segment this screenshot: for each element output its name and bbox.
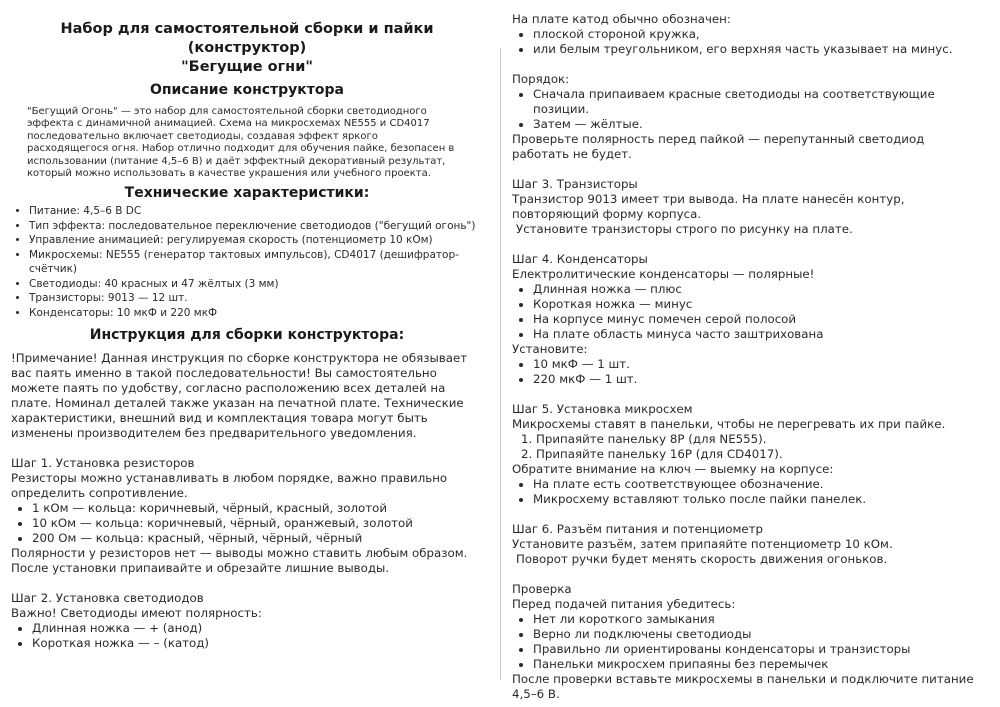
spec-item: • Тип эффекта: последовательное переключение светодиодов ("бегущий огонь"): [29, 219, 483, 234]
list-item: • На корпусе минус помечен серой полосой: [533, 312, 982, 327]
list-item: • 200 Ом — кольца: красный, чёрный, чёрный, чёрный: [32, 531, 483, 546]
step3-title: Шаг 3. Транзисторы: [512, 177, 638, 191]
list-item: • Длинная ножка — + (анод): [32, 621, 483, 636]
list-item: • 10 кОм — кольца: коричневый, чёрный, оранжевый, золотой: [32, 516, 483, 531]
list-item: • 10 мкФ — 1 шт.: [533, 357, 982, 372]
list-item: • Микросхему вставляют только после пайки панелек.: [533, 492, 982, 507]
order-label: Порядок:: [512, 72, 570, 86]
list-item: • Короткая ножка — минус: [533, 297, 982, 312]
final-instruction: После проверки вставьте микросхемы в панельки и подключите питание 4,5–6 В.: [512, 672, 974, 701]
step5-text: Микросхемы ставят в панельки, чтобы не перегревать их при пайке.: [512, 417, 946, 431]
list-item: 1. Припаяйте панельку 8P (для NE555).: [536, 432, 982, 447]
step2-text: Важно! Светодиоды имеют полярность:: [11, 606, 262, 621]
cathode-list: [512, 27, 982, 57]
step1-text: Резисторы можно устанавливать в любом порядке, важно правильно определить сопротивление.: [11, 471, 448, 501]
right-column: [512, 12, 982, 702]
spec-item: • Транзисторы: 9013 — 12 шт.: [29, 291, 483, 306]
spec-item: • Светодиоды: 40 красных и 47 жёлтых (3 мм): [29, 277, 483, 292]
key-text: Обратите внимание на ключ — выемку на корпусе:: [512, 462, 834, 476]
description-paragraph: "Бегущий Огонь" — это набор для самостоятельной сборки светодиодного эффекта с динамичной анимацией. Схема на микросхемах NE555 и CD4017 последовательно включает светодиоды, создавая эффект яркого расходящегося огня. Набор отлично подходит для обучения пайке, безопасен в использовании (питание 4,5–6 В) и даёт эффектный декоративный результат, который можно использовать в качестве украшения или учебного проекта.: [27, 106, 455, 180]
specs-heading: Технические характеристики:: [124, 185, 370, 202]
step1-after-2: После установки припаивайте и обрезайте лишние выводы.: [11, 561, 390, 576]
step6-title: Шаг 6. Разъём питания и потенциометр: [512, 522, 763, 536]
step5-title: Шаг 5. Установка микросхем: [512, 402, 693, 416]
spec-item: • Конденсаторы: 10 мкФ и 220 мкФ: [29, 306, 483, 321]
step4-text: Електролитические конденсаторы — полярные!: [512, 267, 815, 281]
step6-text: Установите разъём, затем припаяйте потенциометр 10 кОм.: [512, 537, 893, 551]
list-item: • Нет ли короткого замыкания: [533, 612, 982, 627]
spec-item: • Управление анимацией: регулируемая скорость (потенциометр 10 кОм): [29, 233, 483, 248]
step5-numbered-list: [512, 432, 982, 462]
list-item: • или белым треугольником, его верхняя часть указывает на минус.: [533, 42, 982, 57]
note-paragraph: !Примечание! Данная инструкция по сборке конструктора не обязывает вас паять именно в такой последовательности! Вы самостоятельно можете паять по удобству, согласно расположению всех деталей на плате. Номинал деталей также указан на печатной плате. Технические характеристики, внешний вид и комплектация товара могут быть изменены производителем без предварительного уведомления.: [11, 351, 468, 441]
step3-text-2: Установите транзисторы строго по рисунку на плате.: [516, 222, 853, 236]
step1-title: Шаг 1. Установка резисторов: [11, 456, 195, 471]
list-item: • Сначала припаиваем красные светодиоды на соответствующие позиции.: [533, 87, 982, 117]
step3-text: Транзистор 9013 имеет три вывода. На плате нанесён контур, повторяющий форму корпуса.: [512, 192, 905, 221]
key-list: [512, 477, 982, 507]
list-item: • Короткая ножка — – (катод): [32, 636, 483, 651]
instructions-heading: Инструкция для сборки конструктора:: [89, 327, 405, 344]
check-list: [512, 612, 982, 672]
list-item: 2. Припаяйте панельку 16P (для CD4017).: [536, 447, 982, 462]
step1-list: [11, 501, 483, 546]
list-item: • 1 кОм — кольца: коричневый, чёрный, красный, золотой: [32, 501, 483, 516]
polarity-check: Проверьте полярность перед пайкой — перепутанный светодиод работать не будет.: [512, 132, 925, 161]
list-item: • 220 мкФ — 1 шт.: [533, 372, 982, 387]
specs-list: [11, 204, 483, 320]
order-list: [512, 87, 982, 132]
step4-title: Шаг 4. Конденсаторы: [512, 252, 648, 266]
title-line-2: "Бегущие огни": [181, 59, 313, 75]
list-item: • Правильно ли ориентированы конденсаторы и транзисторы: [533, 642, 982, 657]
step1-after-1: Полярности у резисторов нет — выводы можно ставить любым образом.: [11, 546, 468, 561]
list-item: • плоской стороной кружка,: [533, 27, 982, 42]
description-heading: Описание конструктора: [149, 82, 345, 98]
spec-item: • Питание: 4,5–6 В DC: [29, 204, 483, 219]
list-item: • Верно ли подключены светодиоды: [533, 627, 982, 642]
cathode-text: На плате катод обычно обозначен:: [512, 12, 731, 26]
step2-title: Шаг 2. Установка светодиодов: [11, 591, 204, 606]
left-column: [11, 0, 483, 651]
install-list: [512, 357, 982, 387]
document-title: [11, 20, 483, 77]
list-item: • Панельки микросхем припаяны без перемычек: [533, 657, 982, 672]
spec-item: • Микросхемы: NE555 (генератор тактовых импульсов), CD4017 (дешифратор-счётчик): [29, 248, 483, 277]
step4-list: [512, 282, 982, 342]
list-item: • Затем — жёлтые.: [533, 117, 982, 132]
list-item: • На плате есть соответствующее обозначение.: [533, 477, 982, 492]
step2-list: [11, 621, 483, 651]
step6-text-2: Поворот ручки будет менять скорость движения огоньков.: [516, 552, 888, 566]
title-line-1: Набор для самостоятельной сборки и пайки (конструктор): [60, 21, 434, 56]
check-title: Проверка: [512, 582, 572, 596]
column-divider: [500, 48, 501, 680]
check-text: Перед подачей питания убедитесь:: [512, 597, 736, 611]
list-item: • На плате область минуса часто заштрихована: [533, 327, 982, 342]
list-item: • Длинная ножка — плюс: [533, 282, 982, 297]
install-label: Установите:: [512, 342, 588, 356]
